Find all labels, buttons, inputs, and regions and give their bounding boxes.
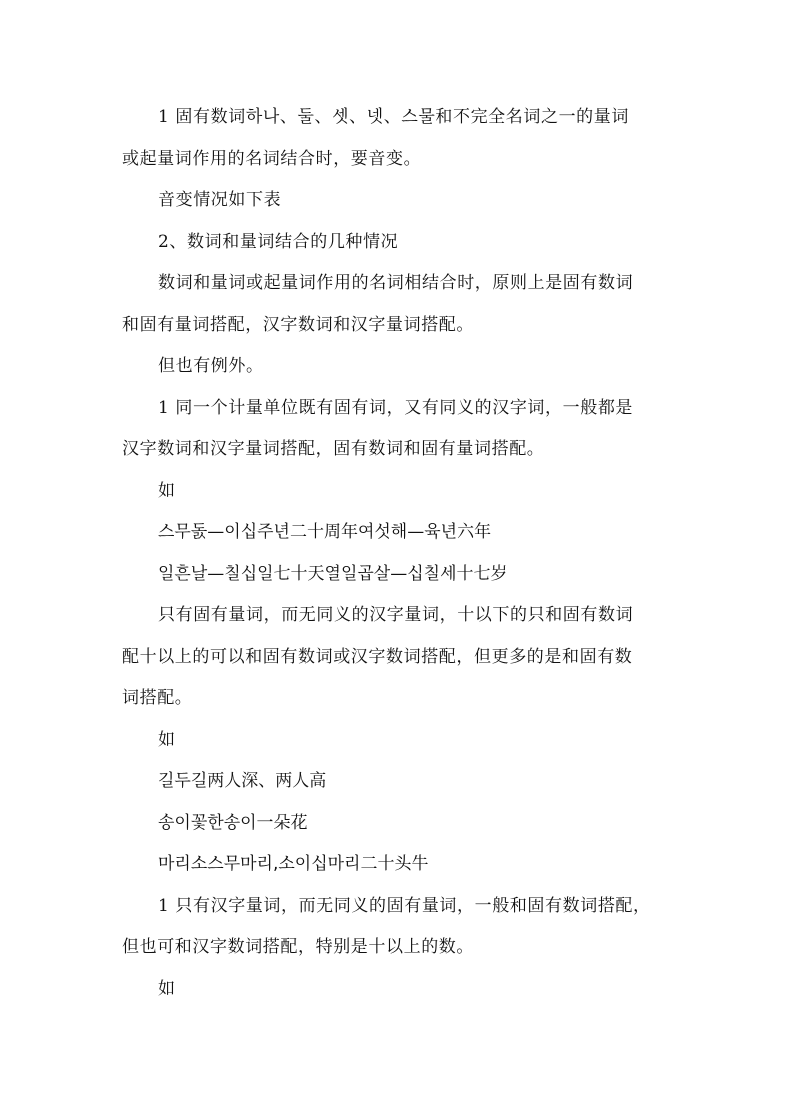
section-heading: 2、数词和量词结合的几种情况 xyxy=(158,232,399,252)
example-line-5: 마리소스무마리,소이십마리二十头牛 xyxy=(158,854,429,874)
example-line-2: 일흔날—칠십일七十天열일곱살—십칠세十七岁 xyxy=(158,564,508,584)
example-line-3: 길두길两人深、两人高 xyxy=(158,771,327,791)
rule-1-line-1: 1 同一个计量单位既有固有词，又有同义的汉字词，一般都是 xyxy=(158,398,634,418)
paragraph-1-line-2: 或起量词作用的名词结合时，要音变。 xyxy=(122,149,422,169)
rule-3-line-2: 但也可和汉字数词搭配，特别是十以上的数。 xyxy=(122,937,474,957)
example-label-1: 如 xyxy=(158,481,176,501)
paragraph-3-line-1: 数词和量词或起量词作用的名词相结合时，原则上是固有数词 xyxy=(158,273,634,293)
rule-1-line-2: 汉字数词和汉字量词搭配，固有数词和固有量词搭配。 xyxy=(122,439,545,459)
rule-2-line-1: 只有固有量词，而无同义的汉字量词，十以下的只和固有数词 xyxy=(158,605,634,625)
paragraph-1-line-1: 1 固有数词하나、둘、셋、넷、스물和不完全名词之一的量词 xyxy=(158,107,629,127)
paragraph-4: 但也有例外。 xyxy=(158,356,264,376)
paragraph-2: 音变情况如下表 xyxy=(158,190,282,210)
example-line-1: 스무돐—이십주년二十周年여섯해—육년六年 xyxy=(158,522,492,542)
example-label-2: 如 xyxy=(158,730,176,750)
rule-2-line-3: 词搭配。 xyxy=(122,688,193,708)
example-line-4: 송이꽃한송이一朵花 xyxy=(158,813,308,833)
rule-3-line-1: 1 只有汉字量词，而无同义的固有量词，一般和固有数词搭配， xyxy=(158,896,651,916)
paragraph-3-line-2: 和固有量词搭配，汉字数词和汉字量词搭配。 xyxy=(122,315,474,335)
rule-2-line-2: 配十以上的可以和固有数词或汉字数词搭配，但更多的是和固有数 xyxy=(122,647,633,667)
example-label-3: 如 xyxy=(158,979,176,999)
